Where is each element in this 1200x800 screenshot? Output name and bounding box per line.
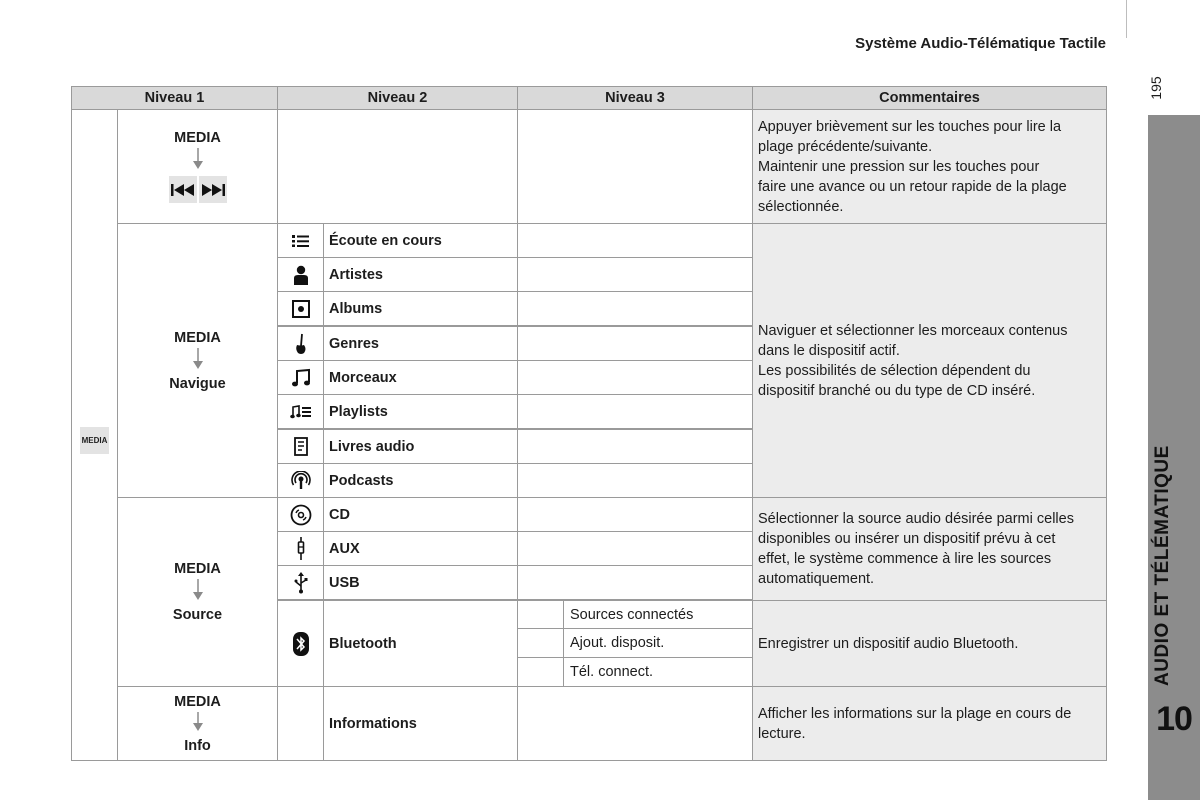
- level3-spacer: [517, 600, 564, 629]
- level3-empty: [517, 223, 753, 258]
- info-comment: [752, 686, 1107, 761]
- menu-item-albums[interactable]: Albums: [323, 291, 518, 326]
- menu-item-bluetooth[interactable]: Bluetooth: [323, 600, 518, 687]
- comment-line: Sélectionner la source audio désirée parmi celles: [758, 511, 1074, 527]
- level3-empty: [517, 565, 753, 600]
- menu-item-livres-audio[interactable]: Livres audio: [323, 429, 518, 464]
- info-icon-empty: [277, 686, 324, 761]
- arrow-down-icon: [193, 579, 203, 605]
- playback-title: MEDIA: [174, 130, 221, 146]
- album-icon: [277, 291, 324, 326]
- arrow-down-icon: [193, 148, 203, 174]
- header-niveau-2: Niveau 2: [277, 86, 518, 110]
- person-icon: [277, 257, 324, 292]
- comment-line: plage précédente/suivante.: [758, 139, 933, 155]
- menu-item-usb[interactable]: USB: [323, 565, 518, 600]
- navigue-comment: [752, 223, 1107, 498]
- level3-empty: [517, 497, 753, 532]
- arrow-down-icon: [193, 348, 203, 374]
- comment-line: Les possibilités de sélection dépendent du: [758, 362, 1031, 379]
- podcast-icon: [277, 463, 324, 498]
- comment-line: sélectionnée.: [758, 199, 844, 215]
- menu-item-ecoute-en-cours[interactable]: Écoute en cours: [323, 223, 518, 258]
- guitar-icon: [277, 326, 324, 361]
- header-niveau-3: Niveau 3: [517, 86, 753, 110]
- menu-item-cd[interactable]: CD: [323, 497, 518, 532]
- playback-level1-cell: [117, 109, 278, 224]
- comment-line: effet, le système commence à lire les sources: [758, 551, 1052, 567]
- level3-spacer: [517, 628, 564, 658]
- info-level1-cell: [117, 686, 278, 761]
- comment-line: lecture.: [758, 725, 806, 742]
- level3-empty: [517, 686, 753, 761]
- level3-empty: [517, 394, 753, 429]
- level3-empty: [517, 326, 753, 361]
- top-divider: [1126, 0, 1127, 38]
- info-subtitle: Info: [184, 737, 211, 754]
- comment-line: Naviguer et sélectionner les morceaux contenus: [758, 322, 1068, 339]
- aux-jack-icon: [277, 531, 324, 566]
- info-title: MEDIA: [174, 693, 221, 710]
- menu-item-genres[interactable]: Genres: [323, 326, 518, 361]
- menu-item-informations[interactable]: Informations: [323, 686, 518, 761]
- bluetooth-ajout-disposit[interactable]: Ajout. disposit.: [563, 628, 753, 658]
- usb-icon: [277, 565, 324, 600]
- level3-empty: [517, 429, 753, 464]
- source-title: MEDIA: [174, 561, 221, 577]
- header-commentaires: Commentaires: [752, 86, 1107, 110]
- media-menu-table: [71, 86, 1107, 761]
- playback-level2-empty: [277, 109, 518, 224]
- bluetooth-tel-connect[interactable]: Tél. connect.: [563, 657, 753, 687]
- navigue-subtitle: Navigue: [169, 375, 226, 392]
- chapter-number: 10: [1156, 700, 1192, 738]
- source-level1-cell: [117, 497, 278, 687]
- previous-track-icon: [169, 176, 197, 203]
- comment-line: Maintenir une pression sur les touches pour: [758, 159, 1040, 175]
- media-button-chip: MEDIA: [80, 427, 109, 454]
- source-subtitle: Source: [172, 607, 223, 623]
- playback-level3-empty: [517, 109, 753, 224]
- music-note-icon: [277, 360, 324, 395]
- menu-item-playlists[interactable]: Playlists: [323, 394, 518, 429]
- menu-item-morceaux[interactable]: Morceaux: [323, 360, 518, 395]
- level3-empty: [517, 257, 753, 292]
- menu-item-artistes[interactable]: Artistes: [323, 257, 518, 292]
- comment-line: automatiquement.: [758, 571, 875, 587]
- arrow-down-icon: [193, 712, 203, 736]
- playback-comment: [752, 109, 1107, 224]
- cd-icon: [277, 497, 324, 532]
- level3-spacer: [517, 657, 564, 687]
- chapter-tab-label: AUDIO ET TÉLÉMATIQUE: [1152, 445, 1173, 686]
- menu-item-aux[interactable]: AUX: [323, 531, 518, 566]
- level3-empty: [517, 463, 753, 498]
- comment-line: Enregistrer un dispositif audio Bluetooth.: [758, 635, 1019, 652]
- comment-line: faire une avance ou un retour rapide de la plage: [758, 179, 1067, 195]
- bluetooth-comment: [752, 600, 1107, 687]
- comment-line: dans le dispositif actif.: [758, 342, 900, 359]
- level3-empty: [517, 360, 753, 395]
- bluetooth-sources-connectes[interactable]: Sources connectés: [563, 600, 753, 629]
- book-icon: [277, 429, 324, 464]
- comment-line: Afficher les informations sur la plage en cours de: [758, 705, 1072, 722]
- navigue-level1-cell: [117, 223, 278, 498]
- source-comment: [752, 497, 1107, 601]
- list-icon: [277, 223, 324, 258]
- playlist-icon: [277, 394, 324, 429]
- next-track-icon: [199, 176, 227, 203]
- comment-line: Appuyer brièvement sur les touches pour lire la: [758, 119, 1062, 135]
- comment-line: dispositif branché ou du type de CD inséré.: [758, 382, 1036, 399]
- level3-empty: [517, 291, 753, 326]
- menu-item-podcasts[interactable]: Podcasts: [323, 463, 518, 498]
- page-header-title: Système Audio-Télématique Tactile: [855, 35, 1106, 52]
- comment-line: disponibles ou insérer un dispositif prévu à cet: [758, 531, 1056, 547]
- level3-empty: [517, 531, 753, 566]
- navigue-title: MEDIA: [174, 329, 221, 346]
- header-niveau-1: Niveau 1: [71, 86, 278, 110]
- page-number: 195: [1148, 76, 1164, 100]
- bluetooth-icon: [277, 600, 324, 687]
